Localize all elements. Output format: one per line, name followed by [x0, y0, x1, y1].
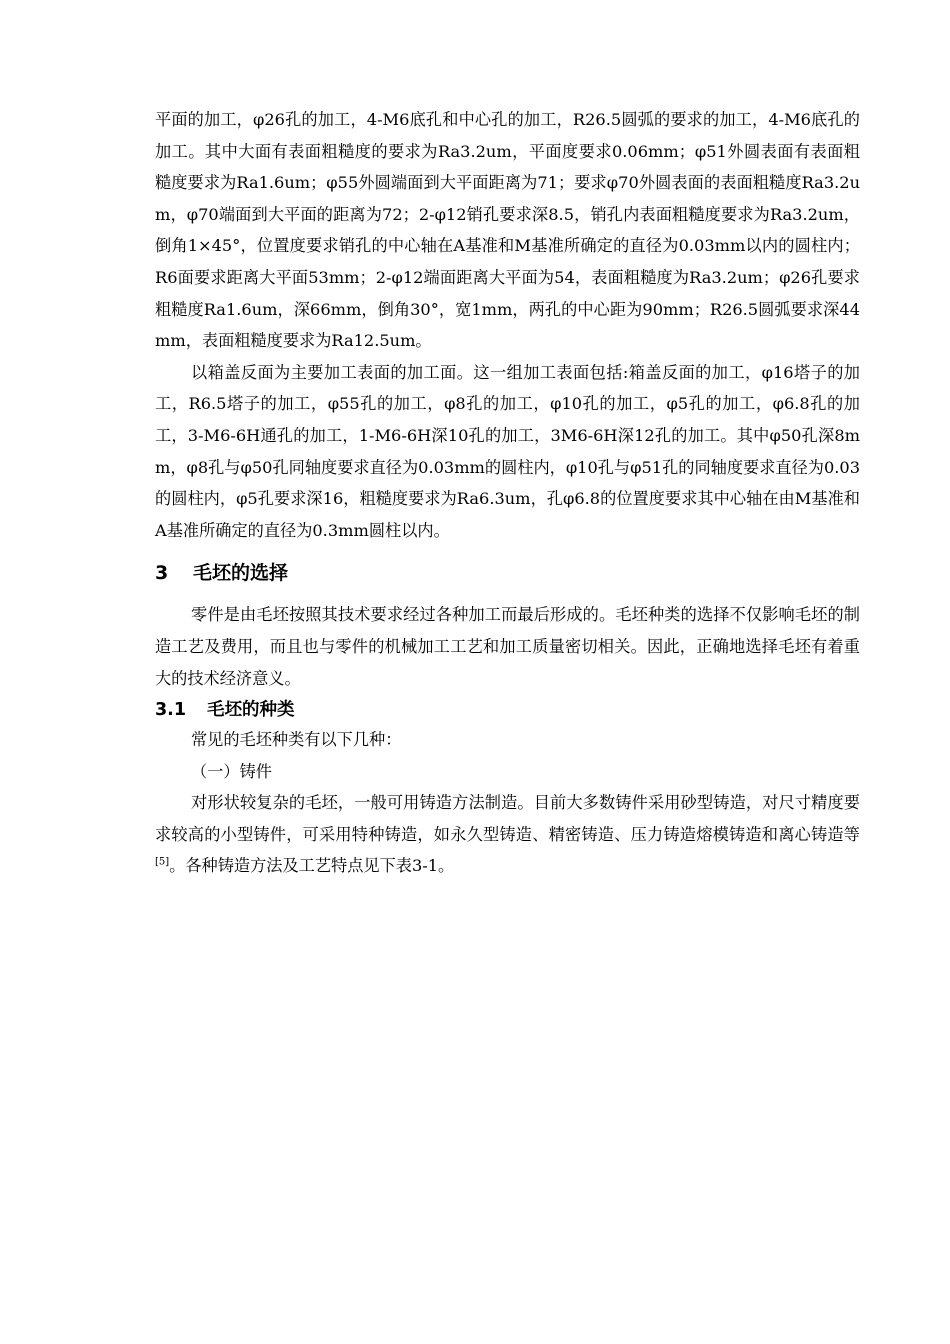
section-heading-3-1 — [155, 696, 860, 724]
paragraph-blank-types-intro: 常见的毛坯种类有以下几种： — [191, 730, 402, 750]
section-title: 毛坯的选择 — [193, 562, 289, 585]
paragraph-castings-label: （一）铸件 — [191, 761, 272, 781]
paragraph-blank-intro: 零件是由毛坯按照其技术要求经过各种加工而最后形成的。毛坯种类的选择不仅影响毛坯的制造工艺及费用，而且也与零件的机械加工工艺和加工质量密切相关。因此，正确地选择毛坯有着重大的技术经济意义。 — [155, 605, 860, 688]
paragraph-machining-requirements: 平面的加工，φ26孔的加工，4-M6底孔和中心孔的加工，R26.5圆弧的要求的加工，4-M6底孔的加工。其中大面有表面粗糙度的要求为Ra3.2um，平面度要求0.06mm；φ51外圆表面有表面粗糙度要求为Ra1.6um；φ55外圆端面到大平面距离为71；要求φ70外圆表面的表面粗糙度Ra3.2um，φ70端面到大平面的距离为72；2-φ12销孔要求深8.5，销孔内表面粗糙度要求为Ra3.2um，倒角1×45°，位置度要求销孔的中心轴在A基准和M基准所确定的直径为0.03mm以内的圆柱内；R6面要求距离大平面53mm；2-φ12端面距离大平面为54，表面粗糙度为Ra3.2um；φ26孔要求粗糙度Ra1.6um，深66mm，倒角30°，宽1mm，两孔的中心距为90mm；R26.5圆弧要求深44mm，表面粗糙度要求为Ra12.5um。 — [155, 110, 860, 351]
paragraph-reverse-face-machining: 以箱盖反面为主要加工表面的加工面。这一组加工表面包括:箱盖反面的加工，φ16塔子的加工，R6.5塔子的加工，φ55孔的加工，φ8孔的加工，φ10孔的加工，φ5孔的加工，φ6.8孔的加工，3-M6-6H通孔的加工，1-M6-6H深10孔的加工，3M6-6H深12孔的加工。其中φ50孔深8mm，φ8孔与φ50孔同轴度要求直径为0.03mm的圆柱内，φ10孔与φ51孔的同轴度要求直径为0.03的圆柱内，φ5孔要求深16，粗糙度要求为Ra6.3um，孔φ6.8的位置度要求其中心轴在由M基准和A基准所确定的直径为0.3mm圆柱以内。 — [155, 362, 860, 540]
subsection-number: 3.1 — [155, 700, 187, 721]
section-number: 3 — [155, 562, 169, 585]
castings-text: 对形状较复杂的毛坯，一般可用铸造方法制造。目前大多数铸件采用砂型铸造，对尺寸精度要求较高的小型铸件，可采用特种铸造，如永久型铸造、精密铸造、压力铸造熔模铸造和离心铸造等 — [155, 793, 860, 844]
castings-text-tail: 。各种铸造方法及工艺特点见下表3-1。 — [169, 856, 455, 876]
section-heading-3 — [155, 559, 860, 587]
subsection-title: 毛坯的种类 — [207, 700, 295, 721]
document-page — [155, 104, 860, 882]
paragraph-castings-description — [155, 787, 860, 882]
citation-reference: [5] — [155, 857, 170, 869]
